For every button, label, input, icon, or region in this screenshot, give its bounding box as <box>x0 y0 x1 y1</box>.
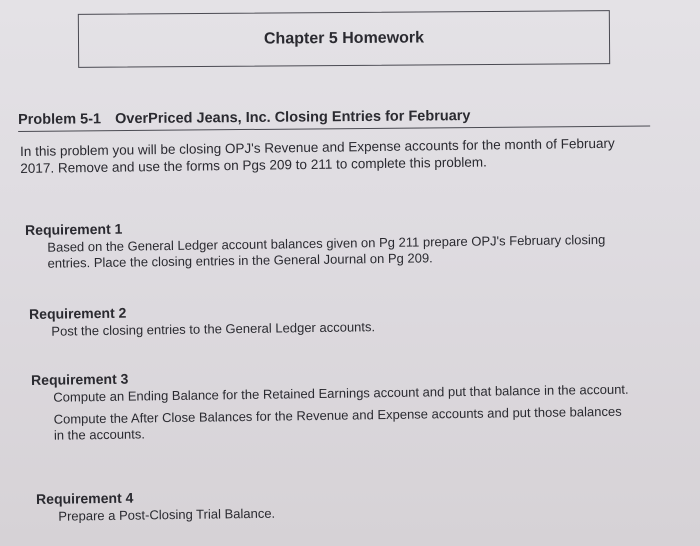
chapter-title: Chapter 5 Homework <box>263 29 425 48</box>
requirement-heading: Requirement 3 <box>31 370 129 388</box>
requirement-heading: Requirement 1 <box>25 220 123 238</box>
chapter-title-box <box>78 10 610 68</box>
requirement-text: Compute an Ending Balance for the Retained Earnings account and put that balance in the account. <box>53 381 629 405</box>
requirement-body <box>47 232 625 272</box>
requirement-text: Post the closing entries to the General Ledger accounts. <box>51 319 376 339</box>
problem-number: Problem 5-1 <box>18 111 102 128</box>
requirement-3 <box>31 364 632 450</box>
problem-title: OverPriced Jeans, Inc. Closing Entries for February <box>115 108 471 128</box>
requirement-text: Compute the After Close Balances for the Revenue and Expense accounts and put those balances in the accounts. <box>53 403 622 443</box>
problem-intro: In this problem you will be closing OPJ's Revenue and Expense accounts for the month of February 2017. Remove and use the forms on Pgs 209 to 211 to complete this problem. <box>20 135 615 176</box>
requirement-1 <box>25 214 626 278</box>
requirement-text: Prepare a Post-Closing Trial Balance. <box>58 505 276 524</box>
requirement-body <box>53 382 632 444</box>
requirement-heading: Requirement 4 <box>36 489 134 507</box>
requirement-text: Based on the General Ledger account balances given on Pg 211 prepare OPJ's February closing entries. Place the closing entries in the General Journal on Pg 209. <box>47 231 606 271</box>
requirement-4 <box>36 483 597 531</box>
requirement-heading: Requirement 2 <box>29 304 127 322</box>
requirement-2 <box>29 298 590 346</box>
problem-heading <box>18 106 650 132</box>
